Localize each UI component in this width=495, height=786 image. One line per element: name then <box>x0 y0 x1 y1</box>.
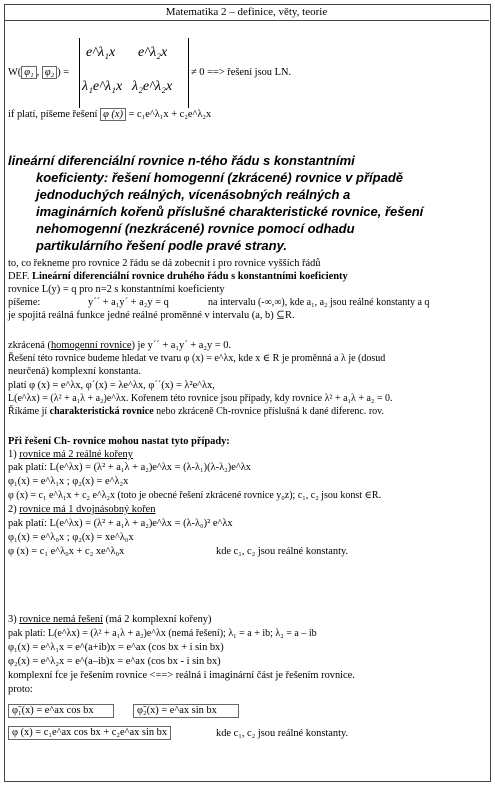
paragraph-ansatz: Řešení této rovnice budeme hledat ve tvaru φ (x) = e^λx, kde x ∈ R je proměnná a λ je (dosud <box>8 353 386 364</box>
char-eq-suffix: nebo zkráceně Ch-rovnice příslušná k dané diferenc. rov. <box>156 406 385 417</box>
case3-line2: φ₁(x) = e^λ₁x = e^(a+ib)x = e^ax (cos bx + i sin bx) <box>8 642 224 653</box>
def-prefix: DEF. <box>8 271 30 282</box>
heading-line-5: nehomogenní (nezkrácené) rovnice pomocí odhadu <box>36 221 355 236</box>
case3-line3: φ₂(x) = e^λ₂x = e^(a–ib)x = e^ax (cos bx - i sin bx) <box>8 656 221 667</box>
case2-line3 <box>8 545 488 558</box>
case2-title <box>8 503 155 516</box>
case3-label: rovnice nemá řešení <box>19 614 103 625</box>
general-solution-line <box>8 108 211 121</box>
def-title: Lineární diferenciální rovnice druhého řádu s konstantními koeficienty <box>32 271 348 282</box>
page-header <box>4 4 489 21</box>
case2-line2: φ₁(x) = e^λ₀x ; φ₂(x) = xe^λ₀x <box>8 532 134 543</box>
case3-number: 3) <box>8 614 17 625</box>
matrix-cell-12: e^λ₂x <box>138 45 168 60</box>
heading-line-3: jednoduchých reálných, vícenásobných reálných a <box>36 187 351 202</box>
matrix-cell-11: e^λ₁x <box>86 45 116 60</box>
final-solution-box: φ (x) = c₁e^ax cos bx + c₂e^ax sin bx <box>8 726 171 740</box>
case3-line1: pak platí: L(e^λx) = (λ² + a₁λ + a₂)e^λx (nemá řešení); λ₁ = a + ib; λ₂ = a – ib <box>8 628 317 639</box>
char-eq-prefix: Říkáme jí <box>8 406 48 417</box>
paragraph-char-eq <box>8 405 384 418</box>
homogeneous-prefix: zkrácená ( <box>8 340 51 351</box>
equation-interval: na intervalu (-∞,∞), kde a₁, a₂ jsou reálné konstanty a q <box>208 297 430 308</box>
case1-line2: φ₁(x) = e^λ₁x ; φ₂(x) = e^λ₂x <box>8 476 129 487</box>
phi1-box: φ₁ <box>21 66 36 79</box>
paragraph-equation <box>8 296 492 309</box>
case2-line1: pak platí: L(e^λx) = (λ² + a₁λ + a₂)e^λx = (λ-λ₀)² e^λx <box>8 518 233 529</box>
case3-tilde2 <box>133 704 239 718</box>
section-heading <box>8 152 478 254</box>
case1-line1: pak platí: L(e^λx) = (λ² + a₁λ + a₂)e^λx = (λ-λ₁)(λ-λ₂)e^λx <box>8 462 251 473</box>
heading-line-4: imaginárních kořenů příslušné charakteristické rovnice, řešení <box>36 204 424 219</box>
heading-line-1: lineární diferenciální rovnice n-tého řádu s konstantními <box>8 153 355 168</box>
case2-number: 2) <box>8 504 17 515</box>
definition-line <box>8 270 348 283</box>
case3-line4: komplexní fce je řešením rovnice <==> reálná i imaginární část je řešením rovnice. <box>8 670 355 681</box>
page-title: Matematika 2 – definice, věty, teorie <box>165 6 328 18</box>
w-close: ) = <box>57 67 70 78</box>
paragraph-equation-intro: rovnice L(y) = q pro n=2 s konstantními koeficienty <box>8 284 225 295</box>
case3-constants: kde c₁, c₂ jsou reálné konstanty. <box>216 728 349 739</box>
case3-title <box>8 613 211 626</box>
matrix-cell-21: λ₁e^λ₁x <box>82 79 123 94</box>
case1-label: rovnice má 2 reálné kořeny <box>19 449 133 460</box>
phi2-box: φ₂ <box>42 66 57 79</box>
phi-box: φ (x) <box>100 108 126 121</box>
char-eq-term: charakteristická rovnice <box>49 406 154 417</box>
paragraph-homogeneous <box>8 339 231 352</box>
case1-line3: φ (x) = c₁ e^λ₁x + c₂ e^λ₂x (toto je obecné řešení zkrácené rovnice y₀z); c₁, c₂ jsou konst ∈R. <box>8 490 382 501</box>
wronskian-lhs: W( φ₁ , φ₂ ) = <box>8 67 70 78</box>
w-open: W( <box>8 67 22 78</box>
case2-label: rovnice má 1 dvojnásobný kořen <box>19 504 156 515</box>
case2-solution: φ (x) = c₁ e^λ₀x + c₂ xe^λ₀x <box>8 546 125 557</box>
equation-formula: y´´ + a₁y´ + a₂y = q <box>88 297 169 308</box>
homogeneous-term: homogenní rovnice <box>50 340 132 351</box>
heading-line-6: partikulárního řešení podle pravé strany. <box>36 238 287 253</box>
case3-final <box>8 726 488 740</box>
case1-title <box>8 448 133 461</box>
tilde-phi2-box: φ̃₂(x) = e^ax sin bx <box>133 704 239 718</box>
paragraph-continuous: je spojitá reálná funkce jedné reálné proměnné v intervalu (a, b) ⊆R. <box>8 310 295 321</box>
case1-number: 1) <box>8 449 17 460</box>
wronskian-result: ≠ 0 ==> řešení jsou LN. <box>191 67 292 78</box>
matrix-cell-22: λ₂e^λ₂x <box>132 79 173 94</box>
equation-label: píšeme: <box>8 297 41 308</box>
heading-line-2: koeficienty: řešení homogenní (zkrácené) rovnice v případě <box>36 170 403 185</box>
general-solution-prefix: if platí, píšeme řešení <box>8 109 98 120</box>
paragraph-constant: neurčená) komplexní konstanta. <box>8 366 142 377</box>
homogeneous-suffix: ) je y´´ + a₁y´ + a₂y = 0. <box>131 340 232 351</box>
paragraph-derivatives: platí φ (x) = e^λx, φ´(x) = λe^λx, φ´´(x) = λ²e^λx, <box>8 380 215 391</box>
general-solution-formula: = c₁e^λ₁x + c₂e^λ₂x <box>128 109 212 120</box>
paragraph-operator: L(e^λx) = (λ² + a₁λ + a₂)e^λx. Kořenem této rovnice jsou případy, kdy rovnice λ² + a₁λ + a₂ = 0. <box>8 393 393 404</box>
tilde-phi1-box: φ̃₁(x) = e^ax cos bx <box>8 704 114 718</box>
wronskian-matrix <box>79 38 189 108</box>
case3-tilde1 <box>8 704 114 718</box>
cases-title: Při řešení Ch- rovnice mohou nastat tyto případy: <box>8 436 230 447</box>
paragraph-generalization: to, co řekneme pro rovnice 2 řádu se dá zobecnit i pro rovnice vyšších řádů <box>8 258 321 269</box>
case3-note: (má 2 komplexní kořeny) <box>105 614 212 625</box>
case2-constants: kde c₁, c₂ jsou reálné konstanty. <box>216 546 349 557</box>
case3-line5: proto: <box>8 684 33 695</box>
